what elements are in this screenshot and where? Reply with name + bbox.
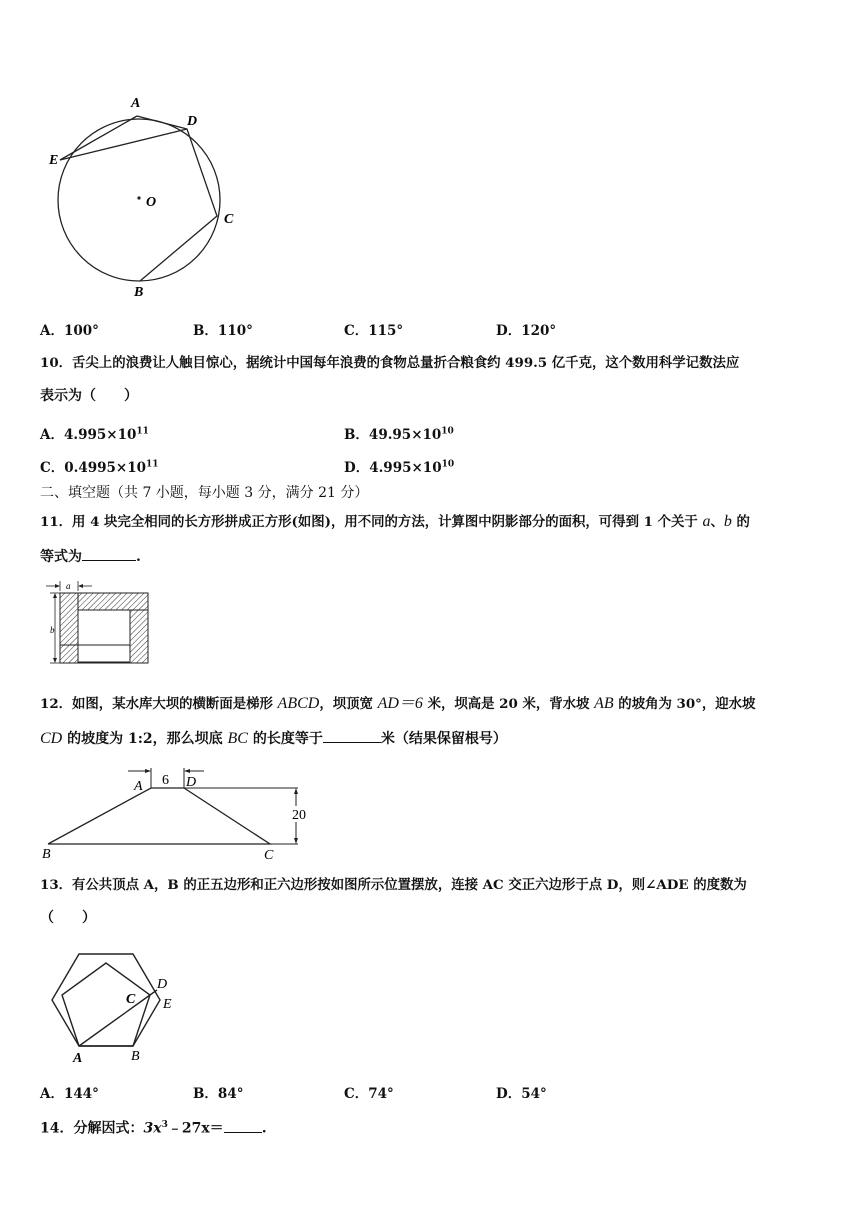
arrow-head [53, 593, 57, 598]
label-d: D [186, 775, 197, 790]
segment-ed [60, 129, 187, 160]
label-b: b [50, 625, 55, 635]
q12-dam-figure [38, 760, 318, 865]
option-letter: D． [496, 1086, 522, 1102]
q10-option-b[interactable] [344, 423, 454, 443]
option-value: 110° [217, 323, 253, 339]
q10-option-a[interactable] [40, 423, 149, 443]
arrow-head [53, 658, 57, 663]
option-letter: D． [496, 323, 522, 339]
q12-text: 12．如图，某水库大坝的横断面是梯形 [40, 696, 278, 712]
q9-option-c[interactable] [344, 319, 403, 339]
option-value: 84° [217, 1086, 244, 1102]
q12-text: ，坝顶宽 [319, 696, 378, 712]
circle-outline [58, 119, 220, 281]
q14-text: 14．分解因式： [40, 1120, 144, 1137]
q9-circle-figure [40, 90, 260, 305]
label-b: B [131, 1049, 140, 1064]
label-c: C [264, 848, 274, 863]
q12-line2 [40, 728, 507, 749]
option-exponent: 11 [146, 459, 159, 470]
option-value: 115° [368, 323, 404, 339]
label-a: a [66, 581, 71, 591]
var-ab: AB [594, 695, 614, 712]
arrow-head [145, 769, 151, 773]
q12-text: 米，坝高是 20 米，背水坡 [422, 696, 595, 712]
period: . [136, 549, 141, 565]
option-letter: B． [344, 427, 369, 443]
q13-option-c[interactable] [344, 1082, 394, 1102]
q12-text: 的坡度为 1:2，那么坝底 [62, 731, 228, 747]
q9-option-b[interactable] [193, 319, 253, 339]
q13-option-a[interactable] [40, 1082, 99, 1102]
q13-line2: （ ） [40, 910, 96, 926]
arrow-head [184, 769, 190, 773]
answer-blank[interactable] [82, 546, 136, 561]
label-b: B [134, 285, 144, 300]
option-letter: A． [40, 1086, 64, 1102]
var-cd: CD [40, 730, 63, 747]
label-c: C [126, 992, 136, 1007]
q10-option-c[interactable] [40, 456, 159, 476]
option-exponent: 10 [441, 426, 454, 437]
q12-text: 的坡角为 30°，迎水坡 [613, 696, 756, 712]
center-point [137, 196, 140, 199]
segment-ac [79, 995, 150, 1046]
q10-option-d[interactable] [344, 456, 454, 476]
q13-line1: 13．有公共顶点 A，B 的正五边形和正六边形按如图所示位置摆放，连接 AC 交正六边形于点 D，则∠ADE 的度数为 [40, 877, 747, 893]
option-exponent: 10 [441, 459, 455, 470]
option-value: 144° [63, 1086, 99, 1102]
answer-blank[interactable] [224, 1118, 262, 1133]
var-bc: BC [227, 730, 248, 747]
q12-text: 的长度等于 [247, 731, 323, 747]
q9-option-a[interactable] [40, 319, 99, 339]
option-mantissa: 4.995×10 [369, 460, 442, 476]
trapezoid [48, 788, 270, 844]
label-height: 20 [292, 808, 306, 823]
arrow-head [78, 584, 83, 588]
label-a: A [73, 1051, 83, 1065]
q11-text: 等式为 [40, 549, 82, 565]
option-mantissa: 0.4995×10 [64, 460, 147, 476]
option-value: 54° [521, 1086, 547, 1102]
option-mantissa: 49.95×10 [368, 427, 442, 443]
label-d: D [187, 114, 198, 129]
label-c: C [224, 212, 234, 227]
expr-term: 3x [143, 1120, 162, 1137]
option-letter: A． [40, 323, 64, 339]
q14-line [40, 1115, 267, 1139]
option-exponent: 11 [136, 426, 149, 437]
arrow-head [294, 788, 298, 794]
label-a: A [131, 96, 141, 111]
expr-exponent: 3 [161, 1120, 168, 1130]
section-title: 二、填空题（共 7 小题，每小题 3 分，满分 21 分） [40, 485, 369, 501]
answer-blank[interactable] [323, 728, 381, 743]
q12-text: 米（结果保留根号） [380, 731, 507, 747]
arrow-head [294, 838, 298, 844]
option-letter: C． [344, 323, 369, 339]
label-b: B [42, 847, 51, 862]
label-d: D [157, 977, 168, 992]
var-a: a [702, 513, 711, 530]
option-letter: A． [40, 427, 64, 443]
q13-option-b[interactable] [193, 1082, 243, 1102]
q10-line1: 10．舌尖上的浪费让人触目惊心，据统计中国每年浪费的食物总量折合粮食约 499.5 亿千克，这个数用科学记数法应 [40, 355, 740, 371]
q9-option-d[interactable] [496, 319, 556, 339]
q13-polygon-figure [40, 940, 200, 1065]
option-letter: C． [40, 460, 65, 476]
inner-square [78, 610, 130, 662]
option-value: 120° [521, 323, 557, 339]
q11-text: 11．用 4 块完全相同的长方形拼成正方形(如图)，用不同的方法，计算图中阴影部分的面积，可得到 1 个关于 [40, 514, 703, 530]
var-ad: AD＝6 [377, 695, 423, 712]
q11-square-figure [40, 578, 155, 670]
arrow-head [55, 584, 60, 588]
q13-option-d[interactable] [496, 1082, 547, 1102]
label-o: O [146, 195, 157, 210]
q12-line1 [40, 694, 755, 714]
option-letter: D． [344, 460, 370, 476]
segment-ae [60, 116, 137, 160]
option-letter: C． [344, 1086, 369, 1102]
option-letter: B． [193, 1086, 218, 1102]
label-top-width: 6 [162, 773, 169, 788]
separator: 、 [710, 514, 724, 530]
period: . [261, 1120, 267, 1137]
var-abcd: ABCD [277, 695, 320, 712]
option-letter: B． [193, 323, 218, 339]
label-e: E [49, 153, 59, 168]
label-e: E [163, 997, 172, 1012]
q11-line1 [40, 512, 750, 532]
q10-line2: 表示为（ ） [40, 388, 138, 404]
option-mantissa: 4.995×10 [63, 427, 137, 443]
expr-term: ﹣27x＝ [167, 1120, 224, 1137]
q11-line2 [40, 546, 141, 567]
var-b: b [723, 513, 732, 530]
label-a: A [134, 779, 143, 794]
option-value: 74° [368, 1086, 394, 1102]
q11-text-end: 的 [731, 514, 750, 530]
option-value: 100° [63, 323, 99, 339]
